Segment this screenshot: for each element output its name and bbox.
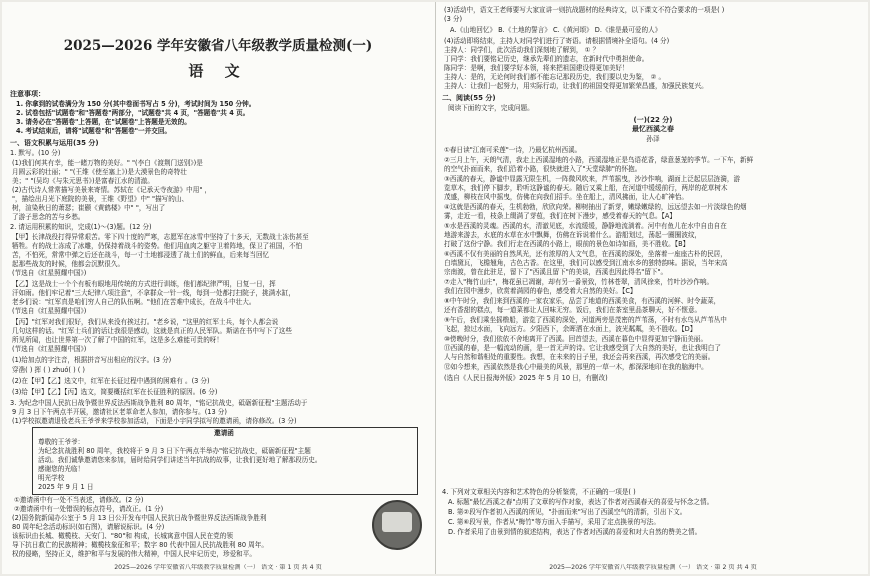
q3-sub-2-line-5: 权的侵略，坚持正义，维护和平与发展的伟大精神，中国人民牢记历史，珍爱和平。	[12, 550, 256, 558]
q3-fix-1: ①邀请函中有一处不当表述，请修改。(2 分)	[14, 496, 144, 504]
passage-c-3: 所见所闻，也让世界第一次了解了中国的红军，这是多么难能可贵的呀！	[12, 336, 223, 344]
q1-line-4: (2)古代诗人常常描写美景来寄情。苏轼在《记承天寺夜游》中用" ，	[12, 186, 212, 194]
question-4: 4. 下列对文章相关内容和艺术特色的分析鉴赏，不正确的一项是( )	[442, 488, 636, 496]
passage-line-9: ⑤水是西溪的灵魂。西溪的水，清澈见底，水流缓缓，静静地流淌着。河中有鱼儿在水中自由自在	[444, 222, 727, 230]
dialogue-2: 丁同学：我们要铭记历史，继承先辈们的遗志，在新时代中勇担使命。	[444, 55, 649, 63]
q3-sub-3-points: (3 分)	[444, 15, 463, 23]
q1-line-6: 树，渲染秋日的萧瑟；崔颢《黄鹤楼》中" "，写出了	[12, 204, 166, 212]
section-2-heading: 二、阅读(55 分)	[442, 94, 496, 102]
reading-intro: 阅读下面的文字，完成问题。	[448, 104, 534, 112]
q2-item-1-blanks: 穿凿( ) 挥 ( ) zhuó( ) ( )	[12, 366, 85, 374]
q1-line-1: (1)我们何其有幸，能一睹万物的美好。" "(李白《渡荆门送别》)是	[12, 159, 203, 167]
passage-line-8: 雾，走近一看，枝条上缀满了芽苞，我们在树下漫步，感受着春天的气息。【A】	[444, 212, 676, 220]
q2-item-2: (2)在【甲】【乙】选文中，红军在长征过程中遇到的困难有 。(3 分)	[12, 377, 210, 385]
passage-line-14: 宗南渡，曾在此驻足，留下了"西溪且留下"的美谈，西溪也因此得名"留下"。	[444, 268, 668, 276]
q3-fix-2: ②邀请函中有一处错误的标点符号，请改正。(1 分)	[14, 505, 164, 513]
q1-line-5: "，描绘出月光下庭院的美景，王维《野望》中" "描写的山、	[12, 195, 189, 203]
passage-a-1: 【甲】长津战役打得异常艰苦。零下四十度的严寒，志愿军在冰雪中坚持了十多天，无数战士冻伤甚至	[12, 233, 309, 241]
q1-line-7: 了游子思念的苦与乡愁。	[12, 213, 85, 221]
invitation-date: 2025 年 9 月 1 日	[38, 483, 94, 491]
q2-item-3: (3)给【甲】【乙】【丙】选文，简要概括红军在长征胜利的原因。(6 分)	[12, 388, 218, 396]
passage-line-10: 地游来游去，水底的水草在水中飘舞，仿佛在诉说着什么。游船划过，荡起一圈圈波纹，	[444, 231, 702, 239]
invitation-body-1: 为纪念抗战胜利 80 周年，我校将于 9 月 3 日下午两点半举办"铭记抗战史，砥砺新征程"主题	[38, 447, 311, 455]
q1-line-3: 美；" "(吴均《与朱元思书》)是富春江水的清澈。	[12, 177, 154, 185]
passage-line-18: 还有香甜的糕点，每一道菜都让人回味无穷。饭后，我们在茶室里品茶聊天，好不惬意。	[444, 306, 702, 314]
passage-line-2: ②三月上午，天朗气清，我走上西溪湿地的小路，西溪湿地正是鸟语花香，绿意葱茏的季节。一下车，新鲜	[444, 156, 754, 164]
invitation-signature: 明光学校	[38, 474, 65, 482]
passage-line-5: 览草木，我们停下脚步，聆听这静谧的春天。随后又乘上船，在河道中缓缓前行，两岸的花草树木	[444, 184, 728, 192]
passage-c-1: 【丙】"红军对我们很好，我们从来没有挨过打。"老乡说，"这里的红军士兵，每个人都会说	[12, 318, 279, 326]
invitation-thanks: 感谢您的光临！	[38, 465, 85, 473]
q3-sub-4: (4)活动即将结束，主持人对同学们进行了寄语。请根据情境补全语句。(4 分)	[444, 37, 670, 45]
passage-a-2: 牺牲。有的战士冻成了冰雕，仍保持着战斗的姿势。他们用血肉之躯守卫着阵地，保卫了祖国，不怕	[12, 242, 303, 250]
notice-heading: 注意事项：	[10, 90, 45, 98]
passage-line-17: ⑧中午时分，我们来到西溪的一家农家乐，品尝了地道的西溪美食，有西溪的河鲜、时令蔬菜，	[444, 297, 721, 305]
invitation-title: 邀请函	[214, 429, 234, 437]
q2-item-1: (1)给加点的字注音，根据拼音写出相应的汉字。(3 分)	[12, 356, 172, 364]
passage-b-source: (节选自《红星照耀中国》)	[12, 307, 87, 315]
question-1: 1. 默写。(10 分)	[10, 149, 61, 157]
q4-option-b: B. 第②段写作者初入西溪的所见，"扑面而来"写出了西溪空气的清新，引出下文。	[448, 508, 687, 516]
passage-line-15: ⑦走入"梅竹山庄"，梅花虽已凋谢，却有另一番景致，竹林苍翠，清风徐来，竹叶沙沙作响。	[444, 278, 714, 286]
passage-line-19: ⑨午后，我们乘坐摇橹船，游览了西溪的深处，河道两旁是茂密的芦苇荡，不时有水鸟从芦苇丛中	[444, 316, 727, 324]
passage-line-7: ④这就是西溪的春天，生机勃勃，欣欣向荣。柳树抽出了新芽，嫩绿嫩绿的，远远望去如一片淡绿色的烟	[444, 203, 747, 211]
passage-line-11: 打破了这份宁静。我们行走在西溪的小路上，眼前的景色如诗如画，美不胜收。【B】	[444, 240, 690, 248]
passage-line-1: ①春日读"江南可采莲"一诗，乃最忆杭州西溪。	[444, 146, 582, 154]
q3-sub-3-options: A.《山地回忆》 B.《土地的誓言》 C.《黄河颂》 D.《谁是最可爱的人》	[450, 26, 662, 34]
passage-line-22: ⑪西溪的春，是一幅流动的画，是一首无声的诗。它让我感受到了大自然的美好，也让我明白了	[444, 344, 721, 352]
passage-line-3: 的空气扑面而来，我们沿着小路，很快就进入了"天堂绿肺"的怀抱。	[444, 165, 642, 173]
passage-line-20: 飞起，掠过水面，飞向远方。夕阳西下，余晖洒在水面上，波光粼粼，美不胜收。【D】	[444, 325, 697, 333]
invitation-greeting: 尊敬的王爷爷：	[38, 438, 85, 446]
passage-line-4: ③西溪的春天，静谧中显露无限生机，一阵微风吹来，芦苇摇曳，沙沙作响，湖面上泛起层层涟漪，游	[444, 175, 741, 183]
dialogue-1: 主持人：同学们，此次活动我们深刻地了解到， ① ？	[444, 46, 600, 54]
q3-sub-2-line-4: 导下抗日救亡的民族精神；橄榄枝象征和平；数字 80 代表中国人民抗战胜利 80 周年。	[12, 541, 268, 549]
question-3-line-2: 9 月 3 日下午两点半开展，邀请社区老革命老人参加，请你参与。(13 分)	[12, 408, 227, 416]
passage-line-12: ⑥西溪不仅有美丽的自然风光，还有浓厚的人文气息，在西溪的深处，坐落着一座座古朴的民居，	[444, 250, 727, 258]
passage-a-4: 起那些战友的时候，他都会沉默很久。	[12, 260, 125, 268]
q3-sub-2-line-3: 该标识由长城、橄榄枝、天安门、"80"和 构成，长城寓意中国人民在党的领	[12, 532, 233, 540]
passage-b-3: 老乡们说："红军真是咱们穷人自己的队伍啊。"他们在苦难中成长，在战斗中壮大。	[12, 298, 256, 306]
question-3-sub-1: (1)学校拟邀请退役老兵王爷爷来学校参加活动，下面是小宇同学拟写的邀请函，请你修改。(3 分)	[12, 417, 297, 425]
question-2: 2. 请运用积累的知识，完成(1)～(3)题。(12 分)	[10, 223, 152, 231]
dialogue-4: 主持人：是的，无论何时我们都不能忘记那段历史，我们要以史为鉴， ② 。	[444, 73, 666, 81]
subject-title: 语 文	[188, 62, 248, 80]
passage-line-13: 白墙黛瓦，飞檐翘角，古色古香。在这里，我们可以感受到江南水乡的独特韵味。据说，当年宋高	[444, 259, 728, 267]
q4-option-d: D. 作者采用了由景到情的叙述结构，表达了作者对西溪的喜爱和对大自然的赞美之情。	[448, 528, 702, 536]
q4-option-c: C. 第⑥段写景，作者从"梅竹"等方面入手描写，采用了定点换景的写法。	[448, 518, 660, 526]
q1-line-2: 月圆云彩的壮丽；" "(王维《使至塞上》)是大漠景色的奇特壮	[12, 168, 187, 176]
passage-line-6: 茂盛，柳枝在风中摇曳，仿佛在向我们招手。坐在船上，清风拂面，让人心旷神怡。	[444, 193, 688, 201]
notice-3: 3. 请务必在"答题卷"上答题，在"试题卷"上答题是无效的。	[16, 118, 191, 126]
passage-line-23: 人与自然和谐相处的重要性。我想，在未来的日子里，我还会再来西溪，再次感受它的美丽。	[444, 353, 715, 361]
notice-2: 2. 试卷包括"试题卷"和"答题卷"两部分，"试题卷"共 4 页，"答题卷"共 4 页。	[16, 109, 250, 117]
passage-line-24: ⑫如今想来，西溪依然是我心中最美的风景，那里的一草一木，都深深地印在我的脑海中。	[444, 363, 708, 371]
page-1	[2, 2, 434, 574]
notice-1: 1. 你拿到的试卷满分为 150 分(其中卷面书写占 5 分)，考试时间为 150 分钟。	[16, 100, 256, 108]
dialogue-5: 主持人：让我们一起努力，用实际行动，让我们的祖国变得更加繁荣昌盛，加强民族复兴。	[444, 82, 708, 90]
q3-sub-3: (3)活动中，语文王老师要写大家宣讲一则抗战题材的经典诗文，以下课文不符合要求的一项是( )	[444, 6, 725, 14]
passage-a-source: (节选自《红星照耀中国》)	[12, 269, 87, 277]
invitation-body-2: 活动。我们诚挚邀请您来参加，届时给同学们讲述当年抗战的故事，让我们更好地了解那段历史。	[38, 456, 322, 464]
q3-sub-2-line-2: 80 周年纪念活动标识(如右图)，请解说标识。(4 分)	[12, 523, 165, 531]
question-3: 3. 为纪念中国人民抗日战争暨世界反法西斯战争胜利 80 周年，"铭记抗战史，砥砺新征程"主题活动于	[10, 399, 308, 407]
page-2-footer: 2025—2026 学年安徽省八年级教学质量检测（一） 语文 · 第 2 页 共 4 页	[549, 564, 757, 571]
passage-title: 最忆西溪之春	[632, 125, 674, 133]
q3-sub-2: (2)国务院新闻办公室于 5 月 13 日公开发布中国人民抗日战争暨世界反法西斯战争胜利	[12, 514, 267, 522]
commemoration-logo-image	[372, 500, 422, 550]
page-1-footer: 2025—2026 学年安徽省八年级教学质量检测（一） 语文 · 第 1 页 共 4 页	[114, 564, 322, 571]
section-1-heading: 一、语文积累与运用(35 分)	[10, 139, 99, 147]
dialogue-3: 陈同学：是啊，我们要学好本领，将来把祖国建设得更加美好！	[444, 64, 629, 72]
passage-a-3: 苦，不怕死，常常中弹之后还在战斗，每一寸土地都浸透了战士们的鲜血，后来每当回忆	[12, 251, 270, 259]
q4-option-a: A. 标题"最忆西溪之春"点明了文章的写作对象，表达了作者对西溪春天的喜爱与怀念之情。	[448, 498, 714, 506]
passage-line-21: ⑩傍晚时分，我们依依不舍地离开了西溪。回首望去，西溪在暮色中显得更加宁静而美丽。	[444, 335, 708, 343]
passage-b-2: 汗如雨。他们牢记着"三大纪律八项注意"，不拿群众一针一线，每到一处都打扫院子，挑满水缸，	[12, 289, 296, 297]
page-2	[438, 2, 868, 574]
page-divider	[435, 2, 436, 574]
exam-sheet	[2, 2, 868, 574]
exam-title: 2025—2026 学年安徽省八年级教学质量检测(一)	[63, 38, 373, 54]
passage-c-2: 几句这样的话。"红军士兵们的话让我很是感动，这就是真正的人民军队。斯诺在书中写下了这些	[12, 327, 292, 335]
passage-b-1: 【乙】这是战士一个个有板有眼地用传统的方式进行训练，他们都纪律严明，日复一日，挥	[12, 280, 276, 288]
notice-4: 4. 考试结束后，请将"试题卷"和"答题卷"一并交回。	[16, 127, 172, 135]
passage-source: (选自《人民日报海外版》2025 年 5 月 10 日，有删改)	[444, 374, 608, 382]
passage-author: 孙泽	[646, 135, 660, 143]
passage-label: (一)(22 分)	[633, 116, 673, 124]
passage-line-16: 我们在园中漫步，欣赏着满园的春色，感受着大自然的美好。【C】	[444, 287, 637, 295]
passage-c-source: (节选自《红星照耀中国》)	[12, 345, 87, 353]
